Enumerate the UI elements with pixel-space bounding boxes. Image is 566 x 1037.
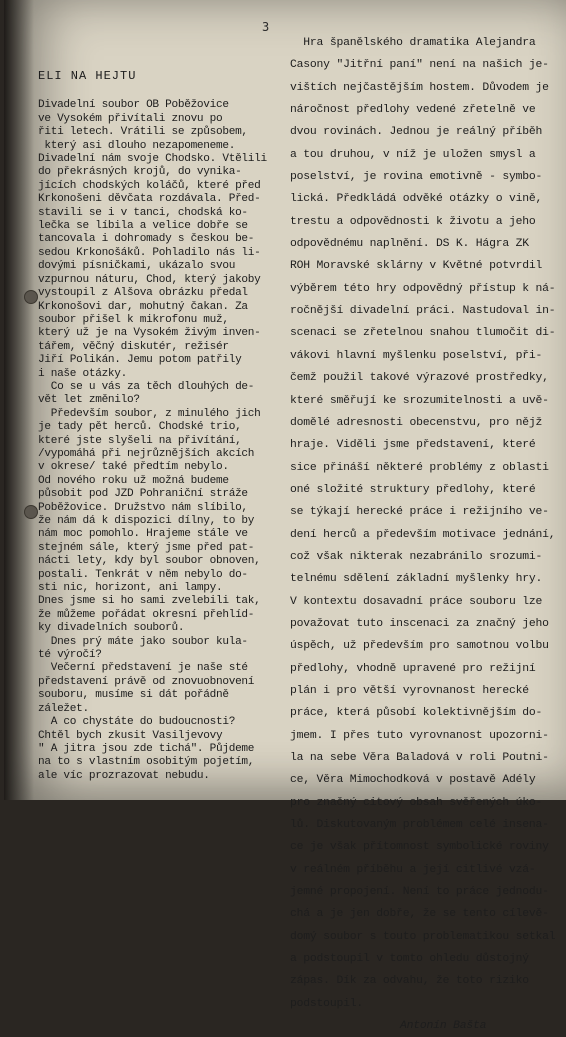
text-line: Především soubor, z minulého jich — [38, 407, 261, 420]
text-line: trestu a odpovědnosti k životu a jeho — [290, 215, 536, 228]
text-line: vystoupil z Alšova obrázku předal — [38, 287, 248, 300]
document-page — [4, 0, 566, 1033]
text-line: vákovi hlavní myšlenku poselství, při- — [290, 349, 543, 362]
text-line: ROH Moravské sklárny v Květné potvrdil — [290, 260, 543, 273]
author-signature: Antonín Bašta — [400, 1020, 487, 1033]
text-line: vištích nejčastějším hostem. Důvodem je — [290, 81, 549, 94]
text-line: jících chodských koláčů, které před — [38, 179, 261, 192]
article-heading: ELI NA HEJTU — [38, 69, 137, 83]
text-line: domělé adresnosti obecenstvu, pro nějž — [290, 416, 543, 429]
text-line: Jiří Polikán. Jemu potom patřily — [38, 354, 242, 367]
text-line: Dnes jsme si ho sami zvelebili tak, — [38, 595, 261, 608]
text-line: Večerní představení je naše sté — [38, 662, 248, 675]
text-line: představení právě od znovuobnovení — [38, 675, 255, 688]
text-line: vzpurnou náturu, Chod, který jakoby — [38, 273, 261, 286]
text-line: Krkonošeni děvčata rozdávala. Před- — [38, 193, 261, 206]
text-line: který už je na Vysokém živým inven- — [38, 327, 261, 340]
text-line: sedou Krkonošáků. Pohladilo nás li- — [38, 246, 261, 259]
page-number: 3 — [262, 20, 270, 34]
punch-hole-icon — [24, 505, 38, 519]
text-line: lů. Diskutovaným problémem celé insena- — [290, 819, 549, 832]
text-line: podstoupil. — [290, 997, 363, 1010]
text-line: sice přináší některé problémy z oblasti — [290, 461, 549, 474]
text-line: považovat tuto inscenaci za značný jeho — [290, 617, 549, 630]
text-line: stejném sále, který jsme před pat- — [38, 541, 255, 554]
text-line: telnému sdělení základní myšlenky hry. — [290, 573, 543, 586]
text-line: nácti lety, kdy byl soubor obnoven, — [38, 555, 261, 568]
text-line: jemné propojení. Není to práce jednodu- — [290, 886, 549, 899]
text-line: Divadelní nám svoje Chodsko. Vtělili — [38, 153, 267, 166]
text-line: tářem, věčný diskutér, režisér — [38, 340, 229, 353]
text-line: které směřují ke srozumitelnosti a uvě- — [290, 394, 549, 407]
text-line: že nám dá k dispozici dílny, to by — [38, 515, 255, 527]
text-line: postali. Tenkrát v něm nebylo do- — [38, 568, 248, 581]
text-line: v okrese/ také předtím nebylo. — [38, 461, 229, 474]
text-line: Chtěl bych zkusit Vasiljevovy — [38, 729, 223, 742]
left-column-text — [38, 99, 278, 783]
text-line: v reálném příběhu a její citlivé vzá- — [290, 863, 536, 876]
text-line: řiti letech. Vrátili se způsobem, — [38, 126, 248, 139]
text-line: do překrásných krojů, do vynika- — [38, 166, 242, 179]
text-line: což však nikterak nezabránilo srozumi- — [290, 550, 543, 563]
right-column-review — [290, 32, 562, 1037]
text-line: výběrem této hry odpovědný přístup k ná- — [290, 282, 556, 295]
text-line: la na sebe Věra Baladová v roli Poutni- — [290, 752, 549, 764]
text-line: úspěch, už především pro samotnou volbu — [290, 640, 549, 653]
text-line: záležet. — [38, 702, 89, 715]
text-line: ky divadelních souborů. — [38, 622, 185, 635]
text-line: soubor přišel k mikrofonu muž, — [38, 313, 229, 326]
text-line: se týkají herecké práce i režijního ve- — [290, 506, 549, 519]
text-line: scenaci se zřetelnou snahou tlumočit di- — [290, 327, 556, 340]
text-line: /vypomáhá při nejrůznějších akcích — [38, 447, 255, 460]
text-line: čemž použil takové výrazové prostředky, — [290, 372, 549, 385]
right-column-text — [290, 32, 562, 1015]
text-line: hraje. Viděli jsme představení, které — [290, 439, 536, 452]
book-gutter-shadow — [4, 0, 34, 800]
text-line: ročnější divadelní práci. Nastudoval in- — [290, 305, 556, 318]
text-line: vět let změnilo? — [38, 394, 140, 407]
text-line: Casony "Jitřní paní" není na našich je- — [290, 59, 549, 72]
punch-hole-icon — [24, 290, 38, 304]
text-line: které jste slyšeli na přivítání, — [38, 434, 242, 447]
text-line: A co chystáte do budoucnosti? — [38, 716, 236, 729]
text-line: Krkonošovi dar, mohutný čakan. Za — [38, 300, 248, 313]
text-line: na to s vlastním osobitým pojetím, — [38, 756, 255, 769]
text-line: chá a je jen dobře, že se tento cílevě- — [290, 908, 549, 921]
text-line: ale víc prozrazovat nebudu. — [38, 769, 210, 782]
text-line: lická. Předkládá odvěké otázky o vině, — [290, 193, 543, 206]
text-line: souboru, musíme si dát pořádně — [38, 689, 229, 702]
text-line: Od nového roku už možná budeme — [38, 474, 229, 487]
text-line: ve Vysokém přivítali znovu po — [38, 112, 223, 125]
text-line: Co se u vás za těch dlouhých de- — [38, 380, 255, 393]
text-line: pro značný citový obsah svěřených úko- — [290, 796, 543, 809]
text-line: Hra španělského dramatika Alejandra — [290, 37, 536, 49]
text-line: " A jitra jsou zde tichá". Půjdeme — [38, 742, 255, 755]
left-column-article — [38, 70, 278, 783]
text-line: Divadelní soubor OB Poběžovice — [38, 99, 229, 112]
text-line: a tou druhou, v níž je uložen smysl a — [290, 148, 536, 161]
text-line: dení herců a především motivace jednání, — [290, 528, 556, 541]
text-line: V kontextu dosavadní práce souboru lze — [290, 595, 543, 608]
text-line: dvou rovinách. Jednou je reálný příběh — [290, 126, 543, 139]
text-line: té výročí? — [38, 649, 102, 662]
text-line: oné složité struktury předlohy, které — [290, 483, 536, 496]
text-line: Dnes prý máte jako soubor kula- — [38, 635, 248, 648]
text-line: sti nic, horizont, ani lampy. — [38, 582, 223, 595]
text-line: dovými písničkami, ukázalo svou — [38, 260, 236, 273]
text-line: předlohy, vhodně upravené pro režijní — [290, 662, 536, 675]
text-line: tancovala i dohromady s českou be- — [38, 233, 255, 246]
text-line: práce, která působí kolektivnějším do- — [290, 707, 543, 720]
text-line: plán i pro větší vyrovnanost herecké — [290, 684, 529, 697]
text-line: i naše otázky. — [38, 367, 128, 380]
text-line: ce, Věra Mimochodková v postavě Adély — [290, 774, 536, 787]
text-line: působit pod JZD Pohraniční stráže — [38, 488, 248, 501]
text-line: ce je však přítomnost symbolické roviny — [290, 841, 549, 854]
text-line: náročnost předlohy vedené zřetelně ve — [290, 104, 536, 117]
text-line: jmem. I přes tuto vyrovnanost upozorni- — [290, 729, 549, 742]
text-line: stavili se i v tanci, chodská ko- — [38, 206, 248, 219]
text-line: který asi dlouho nezapomeneme. — [38, 139, 236, 152]
text-line: nám moc pomohlo. Hrajeme stále ve — [38, 528, 248, 541]
text-line: poselství, je rovina emotivně - symbo- — [290, 171, 543, 184]
text-line: odpovědnému naplnění. DS K. Hágra ZK — [290, 238, 529, 251]
text-line: lečka se líbila a velice dobře se — [38, 220, 248, 233]
text-line: že můžeme pořádat okresní přehlíd- — [38, 608, 255, 621]
text-line: a podstoupil v tomto ohledu důstojný — [290, 953, 529, 966]
text-line: Poběžovice. Družstvo nám slíbilo, — [38, 501, 248, 514]
text-line: zápas. Dík za odvahu, že toto riziko — [290, 975, 529, 988]
text-line: je tady pět herců. Chodské trio, — [38, 421, 242, 434]
text-line: domý soubor s touto problematikou setkal — [290, 930, 556, 943]
